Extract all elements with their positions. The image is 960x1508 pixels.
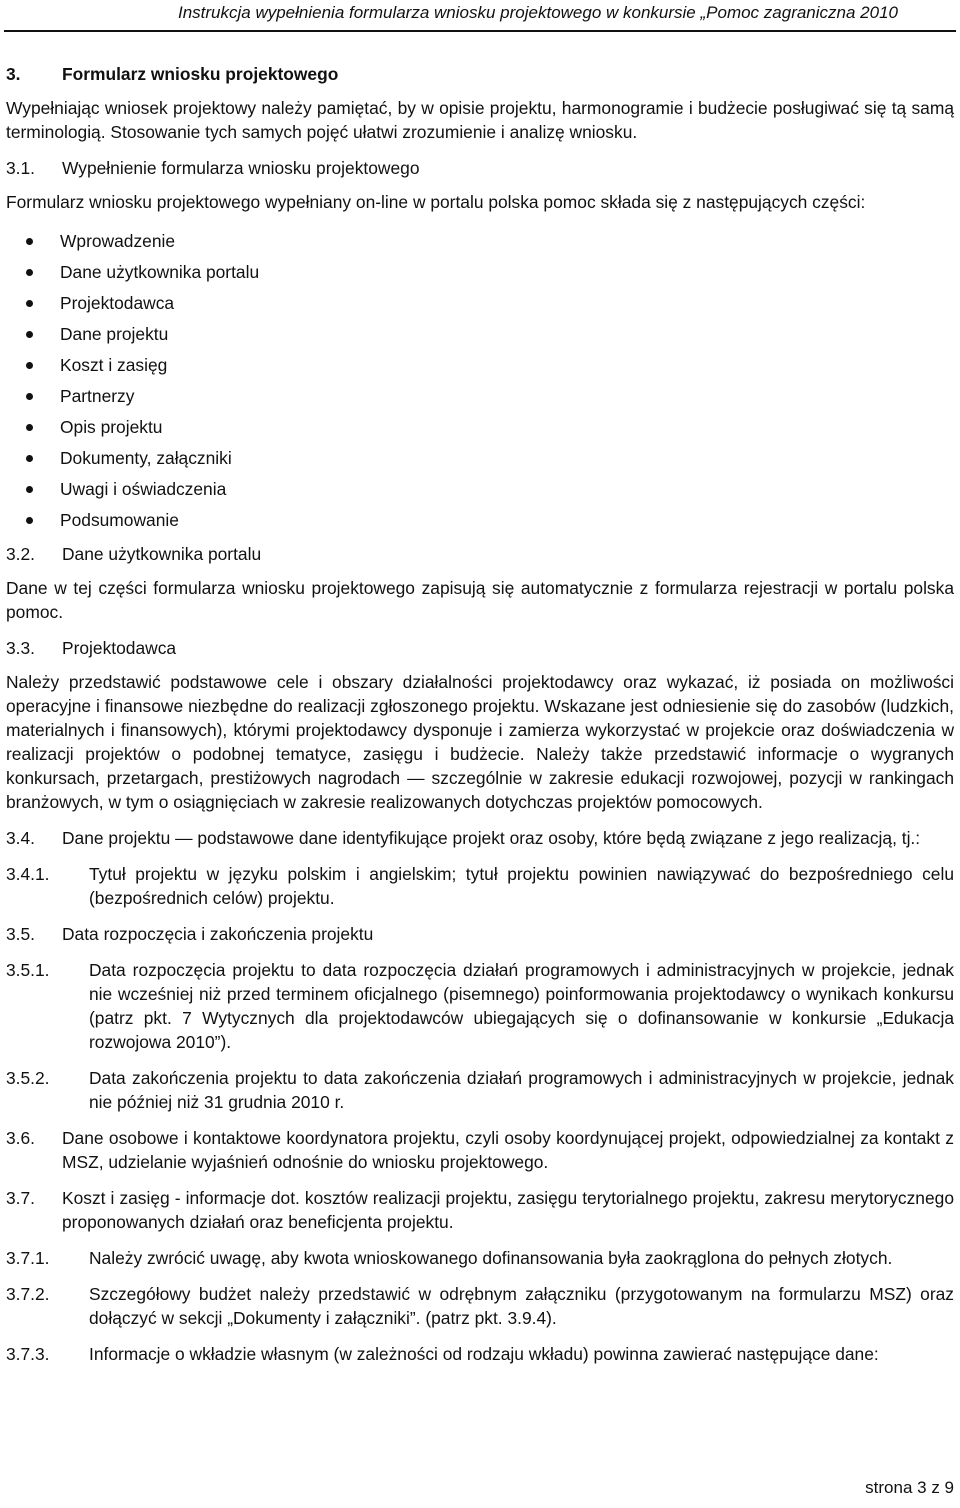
list-item: Wprowadzenie	[6, 226, 954, 257]
list-item: Dane użytkownika portalu	[6, 257, 954, 288]
section-number: 3.5.1.	[6, 960, 50, 980]
section-3-7-1	[6, 1246, 954, 1270]
section-text: Data rozpoczęcia projektu to data rozpoczęcia działań programowych i administracyjnych w projekcie, jednak nie wcześniej niż przed terminem oficjalnego (pisemnego) poinformowania projektodawcy o wynikach konkursu (patrz pkt. 7 Wytycznych dla projektodawców ubiegających się o dofinansowanie w konkursie „Edukacja rozwojowa 2010”).	[89, 960, 954, 1052]
section-text: Informacje o wkładzie własnym (w zależności od rodzaju wkładu) powinna zawierać następujące dane:	[89, 1344, 879, 1364]
section-text: Dane projektu — podstawowe dane identyfikujące projekt oraz osoby, które będą związane z jego realizacją, tj.:	[62, 828, 921, 848]
section-number: 3.1.	[6, 158, 36, 178]
header-divider	[4, 30, 956, 32]
list-item: Partnerzy	[6, 381, 954, 412]
section-3-5-2	[6, 1066, 954, 1114]
list-item: Koszt i zasięg	[6, 350, 954, 381]
section-text: Koszt i zasięg - informacje dot. kosztów realizacji projektu, zasięgu terytorialnego projektu, zakresu merytorycznego proponowanych działań oraz beneficjenta projektu.	[62, 1188, 954, 1232]
section-number: 3.4.	[6, 828, 36, 848]
list-item: Projektodawca	[6, 288, 954, 319]
section-3-1-text: Formularz wniosku projektowego wypełniany on-line w portalu polska pomoc składa się z następujących części:	[6, 192, 866, 212]
section-3-heading	[6, 62, 954, 86]
section-3-6	[6, 1126, 954, 1174]
section-number: 3.7.3.	[6, 1344, 50, 1364]
section-3-7	[6, 1186, 954, 1234]
section-text: Data rozpoczęcia i zakończenia projektu	[62, 924, 374, 944]
document-body	[6, 40, 954, 1378]
section-3-5	[6, 922, 954, 946]
list-item: Podsumowanie	[6, 505, 954, 536]
section-3-5-1	[6, 958, 954, 1054]
section-3-1-heading	[6, 156, 954, 180]
section-number: 3.7.2.	[6, 1284, 50, 1304]
section-number: 3.2.	[6, 544, 36, 564]
list-item: Dane projektu	[6, 319, 954, 350]
header-title: Instrukcja wypełnienia formularza wniosku projektowego w konkursie „Pomoc zagraniczna 2010	[177, 3, 898, 22]
section-title: Formularz wniosku projektowego	[62, 64, 339, 84]
section-text: Data zakończenia projektu to data zakończenia działań programowych i administracyjnych w projekcie, jednak nie później niż 31 grudnia 2010 r.	[89, 1068, 954, 1112]
page-header	[0, 0, 960, 30]
section-number: 3.4.1.	[6, 864, 50, 884]
section-number: 3.7.	[6, 1188, 36, 1208]
section-3-4-1	[6, 862, 954, 910]
section-3-7-2	[6, 1282, 954, 1330]
section-3-2-text: Dane w tej części formularza wniosku projektowego zapisują się automatycznie z formularza rejestracji w portalu polska pomoc.	[6, 578, 954, 622]
section-3-4	[6, 826, 954, 850]
section-text: Tytuł projektu w języku polskim i angielskim; tytuł projektu powinien nawiązywać do bezpośredniego celu (bezpośrednich celów) projektu.	[89, 864, 954, 908]
section-text: Dane osobowe i kontaktowe koordynatora projektu, czyli osoby koordynującej projekt, odpowiedzialnej za kontakt z MSZ, udzielanie wyjaśnień odnośnie do wniosku projektowego.	[62, 1128, 954, 1172]
section-3-intro: Wypełniając wniosek projektowy należy pamiętać, by w opisie projektu, harmonogramie i budżecie posługiwać się tą samą terminologią. Stosowanie tych samych pojęć ułatwi zrozumienie i analizę wniosku.	[6, 98, 954, 142]
section-title: Wypełnienie formularza wniosku projektowego	[62, 158, 420, 178]
list-item: Dokumenty, załączniki	[6, 443, 954, 474]
section-3-3-text: Należy przedstawić podstawowe cele i obszary działalności projektodawcy oraz wykazać, iż posiada on możliwości operacyjne i finansowe niezbędne do realizacji zgłoszonego projektu. Wskazane jest odniesienie się do zasobów (ludzkich, materialnych i finansowych), którymi projektodawcy dysponuje i zamierza wykorzystać w projekcie oraz doświadczenia w realizacji projektów o podobnej tematyce, zasięgu i budżecie. Należy także przedstawić informacje o wygranych konkursach, przetargach, prestiżowych nagrodach — szczególnie w zakresie edukacji rozwojowej, pozycji w rankingach branżowych, w tym o osiągnięciach w zakresie realizowanych dotychczas projektów pomocowych.	[6, 672, 954, 812]
section-3-7-3	[6, 1342, 954, 1366]
section-text: Należy zwrócić uwagę, aby kwota wnioskowanego dofinansowania była zaokrąglona do pełnych złotych.	[89, 1248, 893, 1268]
section-number: 3.3.	[6, 638, 36, 658]
section-3-3-heading	[6, 636, 954, 660]
section-3-2-heading	[6, 542, 954, 566]
section-number: 3.5.	[6, 924, 36, 944]
list-item: Opis projektu	[6, 412, 954, 443]
section-number: 3.	[6, 64, 21, 84]
form-parts-list	[6, 226, 954, 536]
section-text: Szczegółowy budżet należy przedstawić w odrębnym załączniku (przygotowanym na formularzu MSZ) oraz dołączyć w sekcji „Dokumenty i załączniki”. (patrz pkt. 3.9.4).	[89, 1284, 954, 1328]
section-number: 3.5.2.	[6, 1068, 50, 1088]
section-title: Dane użytkownika portalu	[62, 544, 262, 564]
section-number: 3.7.1.	[6, 1248, 50, 1268]
page-number: strona 3 z 9	[865, 1478, 954, 1497]
section-title: Projektodawca	[62, 638, 177, 658]
list-item: Uwagi i oświadczenia	[6, 474, 954, 505]
section-number: 3.6.	[6, 1128, 36, 1148]
